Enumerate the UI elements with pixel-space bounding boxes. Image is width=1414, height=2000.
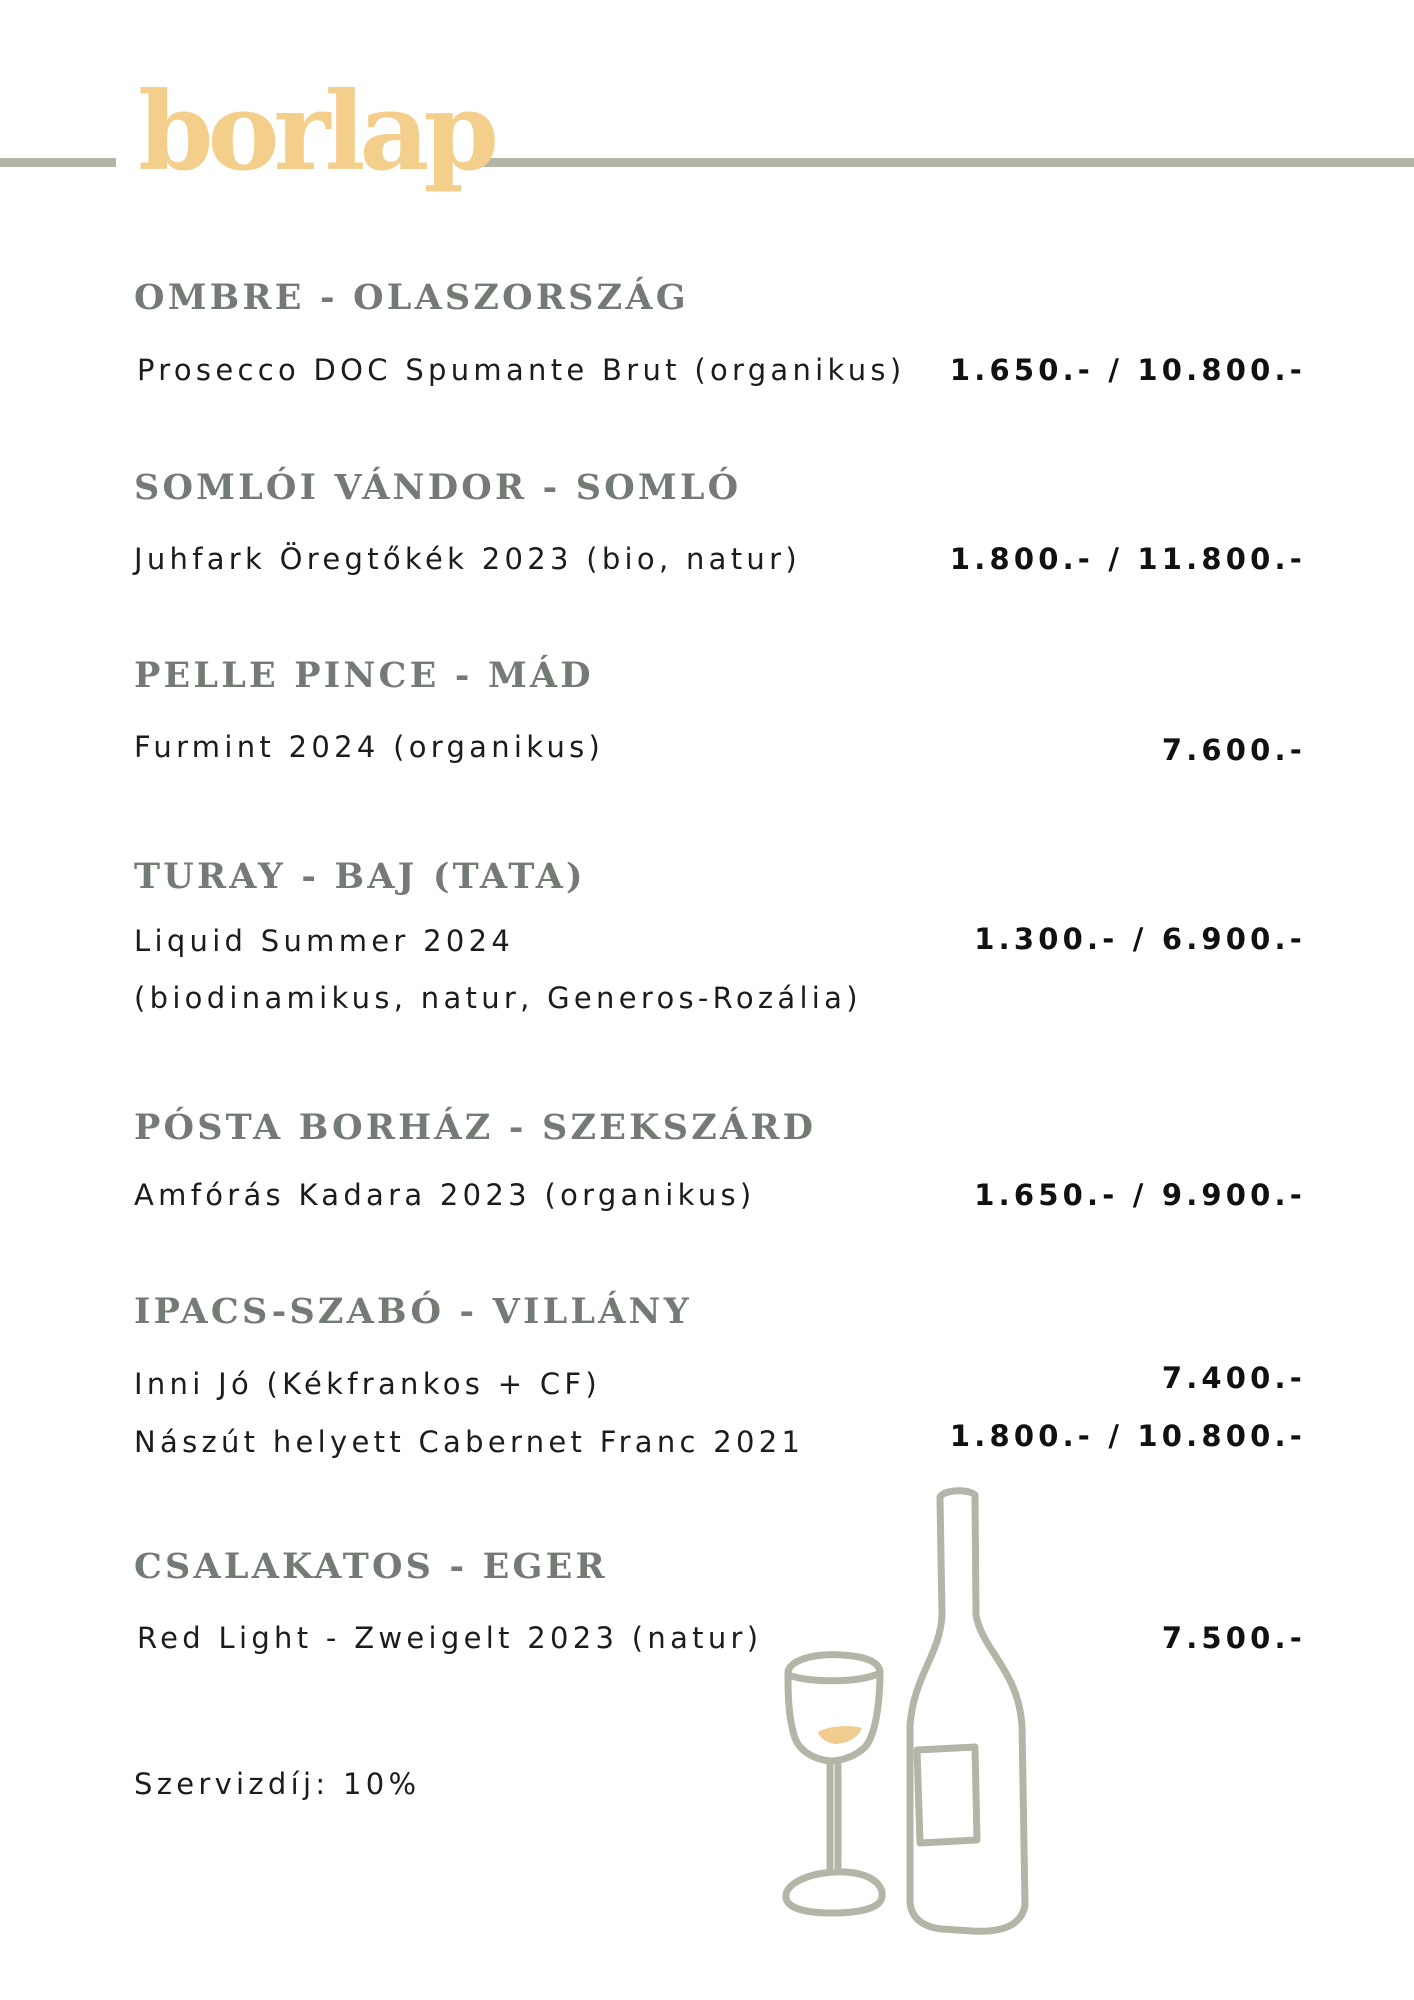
- wine-price: 1.300.- / 6.900.-: [974, 922, 1306, 956]
- wine-name: Prosecco DOC Spumante Brut (organikus): [137, 353, 906, 387]
- producer-heading: IPACS-SZABÓ - VILLÁNY: [134, 1291, 692, 1332]
- producer-heading: PELLE PINCE - MÁD: [134, 655, 594, 696]
- wine-price: 7.500.-: [1161, 1621, 1306, 1655]
- producer-heading: OMBRE - OLASZORSZÁG: [134, 277, 689, 318]
- wine-price: 7.400.-: [1161, 1361, 1306, 1395]
- menu-title: borlap: [138, 69, 493, 195]
- producer-heading: SOMLÓI VÁNDOR - SOMLÓ: [134, 467, 742, 508]
- wine-price: 7.600.-: [1161, 733, 1306, 767]
- wine-name: Amfórás Kadara 2023 (organikus): [134, 1178, 756, 1212]
- wine-name: Furmint 2024 (organikus): [134, 730, 605, 764]
- wine-name: Red Light - Zweigelt 2023 (natur): [137, 1621, 763, 1655]
- producer-heading: TURAY - BAJ (TATA): [134, 856, 586, 897]
- wine-name: Inni Jó (Kékfrankos + CF): [134, 1367, 601, 1401]
- wine-name: Nászút helyett Cabernet Franc 2021: [134, 1425, 805, 1459]
- wine-name: Juhfark Öregtőkék 2023 (bio, natur): [134, 542, 801, 576]
- producer-heading: PÓSTA BORHÁZ - SZEKSZÁRD: [134, 1107, 817, 1148]
- wine-in-glass: [818, 1726, 862, 1744]
- title-rule-left: [0, 158, 116, 167]
- wine-price: 1.650.- / 9.900.-: [974, 1178, 1306, 1212]
- wine-bottle-and-glass-icon: [770, 1485, 1040, 1935]
- wine-price: 1.800.- / 11.800.-: [949, 542, 1306, 576]
- wine-note: (biodinamikus, natur, Generos-Rozália): [134, 981, 862, 1015]
- wine-price: 1.800.- / 10.800.-: [949, 1419, 1306, 1453]
- wine-price: 1.650.- / 10.800.-: [949, 353, 1306, 387]
- wine-name: Liquid Summer 2024: [134, 924, 515, 958]
- title-rule-right: [476, 158, 1414, 167]
- service-fee: Szervizdíj: 10%: [134, 1767, 421, 1801]
- producer-heading: CSALAKATOS - EGER: [134, 1546, 608, 1587]
